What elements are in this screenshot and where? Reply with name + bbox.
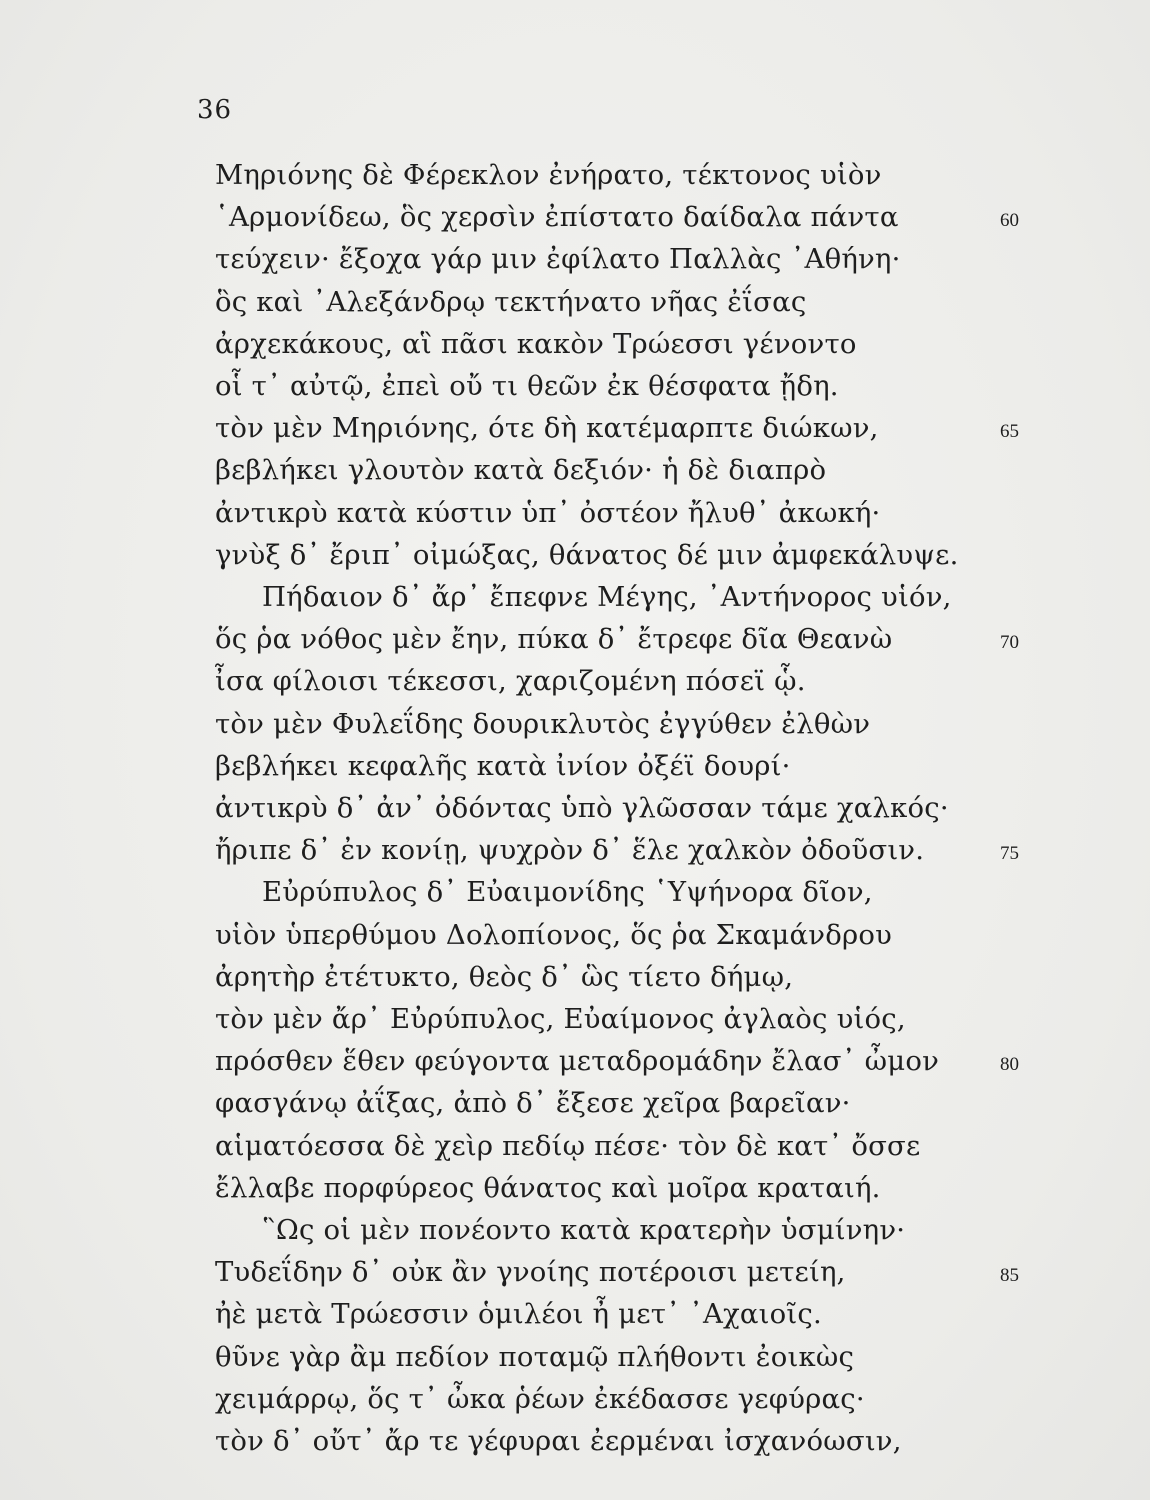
verse-line: ἶσα φίλοισι τέκεσσι, χαριζομένη πόσεϊ ᾧ. [215, 665, 806, 697]
verse-line: βεβλήκει κεφαλῆς κατὰ ἰνίον ὀξέϊ δουρί· [215, 750, 791, 782]
verse-line: υἱὸν ὑπερθύμου Δολοπίονος, ὅς ῥα Σκαμάνδρου [215, 919, 892, 951]
line-number: 80 [1000, 1054, 1019, 1075]
verse-line: ῾Αρμονίδεω, ὃς χερσὶν ἐπίστατο δαίδαλα πάντα [215, 201, 899, 233]
line-number: 85 [1000, 1265, 1019, 1286]
verse-line: τεύχειν· ἔξοχα γάρ μιν ἐφίλατο Παλλὰς ᾿Αθήνη· [215, 243, 901, 275]
verse-line: ἀρητὴρ ἐτέτυκτο, θεὸς δ᾿ ὣς τίετο δήμῳ, [215, 961, 794, 993]
page-number: 36 [197, 95, 233, 125]
verse-line: Μηριόνης δὲ Φέρεκλον ἐνήρατο, τέκτονος υἱὸν [215, 159, 882, 191]
verse-line: ὅς ῥα νόθος μὲν ἔην, πύκα δ᾿ ἔτρεφε δῖα Θεανὼ [215, 623, 893, 655]
verse-line: βεβλήκει γλουτὸν κατὰ δεξιόν· ἡ δὲ διαπρὸ [215, 454, 827, 486]
verse-line: τὸν μὲν Μηριόνης, ότε δὴ κατέμαρπτε διώκων, [215, 412, 879, 444]
verse-line: ὃς καὶ ᾿Αλεξάνδρῳ τεκτήνατο νῆας ἐΐσας [215, 286, 807, 318]
verse-line: θῦνε γὰρ ἂμ πεδίον ποταμῷ πλήθοντι ἐοικὼς [215, 1341, 855, 1373]
verse-line: πρόσθεν ἕθεν φεύγοντα μεταδρομάδην ἔλασ᾿ ὦμον [215, 1045, 940, 1077]
line-number: 60 [1000, 210, 1019, 231]
verse-line: τὸν μὲν Φυλεΐδης δουρικλυτὸς ἐγγύθεν ἐλθὼν [215, 708, 871, 740]
verse-line: Εὐρύπυλος δ᾿ Εὐαιμονίδης ῾Υψήνορα δῖον, [262, 876, 873, 908]
verse-line: αἱματόεσσα δὲ χεὶρ πεδίῳ πέσε· τὸν δὲ κατ᾿ ὄσσε [215, 1130, 921, 1162]
line-number: 70 [1000, 632, 1019, 653]
verse-line: ἀντικρὺ δ᾿ ἀν᾿ ὀδόντας ὑπὸ γλῶσσαν τάμε χαλκός· [215, 792, 949, 824]
verse-line: ἠὲ μετὰ Τρώεσσιν ὁμιλέοι ἦ μετ᾿ ᾿Αχαιοῖς. [215, 1298, 822, 1330]
verse-line: ἀρχεκάκους, αἳ πᾶσι κακὸν Τρώεσσι γένοντο [215, 328, 857, 360]
verse-line: ἔλλαβε πορφύρεος θάνατος καὶ μοῖρα κραταιή. [215, 1172, 881, 1204]
verse-line: φασγάνῳ ἀΐξας, ἀπὸ δ᾿ ἔξεσε χεῖρα βαρεῖαν· [215, 1087, 851, 1119]
verse-line: τὸν δ᾿ οὔτ᾿ ἄρ τε γέφυραι ἐερμέναι ἰσχανόωσιν, [215, 1425, 902, 1457]
verse-line: Τυδεΐδην δ᾿ οὐκ ἂν γνοίης ποτέροισι μετείη, [215, 1256, 846, 1288]
verse-line: ῝Ως οἱ μὲν πονέοντο κατὰ κρατερὴν ὑσμίνην· [262, 1214, 906, 1246]
verse-line: τὸν μὲν ἄρ᾿ Εὐρύπυλος, Εὐαίμονος ἀγλαὸς υἱός, [215, 1003, 906, 1035]
verse-line: οἷ τ᾿ αὐτῷ, ἐπεὶ οὔ τι θεῶν ἐκ θέσφατα ᾔδη. [215, 370, 839, 402]
line-number: 75 [1000, 843, 1019, 864]
verse-line: γνὺξ δ᾿ ἔριπ᾿ οἰμώξας, θάνατος δέ μιν ἀμφεκάλυψε. [215, 539, 959, 571]
verse-line: ἤριπε δ᾿ ἐν κονίῃ, ψυχρὸν δ᾿ ἕλε χαλκὸν ὀδοῦσιν. [215, 834, 925, 866]
verse-line: χειμάρρῳ, ὅς τ᾿ ὦκα ῥέων ἐκέδασσε γεφύρας· [215, 1383, 865, 1415]
verse-line: ἀντικρὺ κατὰ κύστιν ὑπ᾿ ὀστέον ἤλυθ᾿ ἀκωκή· [215, 497, 881, 529]
verse-line: Πήδαιον δ᾿ ἄρ᾿ ἔπεφνε Μέγης, ᾿Αντήνορος υἱόν, [262, 581, 952, 613]
line-number: 65 [1000, 421, 1019, 442]
